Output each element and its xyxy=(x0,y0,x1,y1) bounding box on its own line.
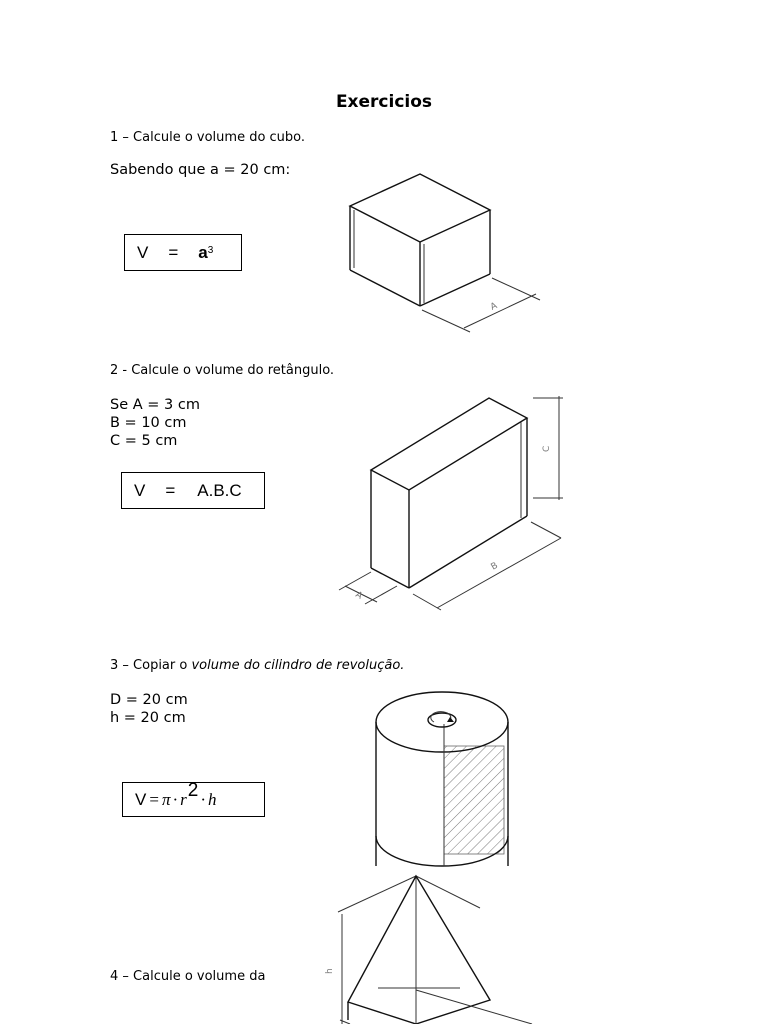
box-length-label: B xyxy=(489,560,500,573)
cube-figure xyxy=(340,170,550,340)
question-3-given xyxy=(110,691,188,727)
box-depth-label: A xyxy=(353,589,364,602)
question-3-italic: volume do cilindro de revolução. xyxy=(191,658,405,673)
question-2-given xyxy=(110,396,200,450)
given-b: B = 10 cm xyxy=(110,415,187,431)
formula-equals: = xyxy=(165,480,176,500)
given-a: Se A = 3 cm xyxy=(110,397,200,413)
formula-dot-1: · xyxy=(172,789,179,809)
formula-equals: = xyxy=(168,242,179,262)
question-4-heading: 4 – Calcule o volume da xyxy=(110,969,266,984)
given-h: h = 20 cm xyxy=(110,710,186,726)
rectangular-box-figure xyxy=(325,390,575,620)
formula-lhs: V xyxy=(135,789,147,809)
formula-exponent: 3 xyxy=(207,245,214,256)
pyramid-height-label: h xyxy=(325,968,335,974)
box-height-label: C xyxy=(542,445,552,452)
formula-dot-2: · xyxy=(200,789,207,809)
cylinder-figure xyxy=(360,684,530,874)
formula-exponent: 2 xyxy=(187,779,199,801)
question-2-heading: 2 - Calcule o volume do retângulo. xyxy=(110,363,335,378)
given-d: D = 20 cm xyxy=(110,692,188,708)
given-c: C = 5 cm xyxy=(110,433,178,449)
box-volume-formula xyxy=(121,472,265,509)
question-1-heading: 1 – Calcule o volume do cubo. xyxy=(110,130,306,145)
question-1-given: Sabendo que a = 20 cm: xyxy=(110,162,291,178)
formula-r: r xyxy=(180,789,187,809)
pyramid-figure xyxy=(320,870,550,1024)
question-3-heading xyxy=(110,658,404,673)
formula-pi: π xyxy=(161,789,171,809)
cube-dimension-label: A xyxy=(489,301,499,313)
page-title: Exercicios xyxy=(335,92,433,112)
cylinder-volume-formula xyxy=(122,779,265,817)
formula-h: h xyxy=(208,789,217,809)
formula-base: a xyxy=(198,242,208,262)
formula-lhs: V xyxy=(134,480,146,500)
cube-volume-formula xyxy=(124,234,242,271)
formula-equals: = xyxy=(149,789,159,809)
formula-rhs: A.B.C xyxy=(197,480,242,500)
formula-lhs: V xyxy=(137,242,149,262)
question-3-prefix: 3 – Copiar o xyxy=(110,658,192,673)
